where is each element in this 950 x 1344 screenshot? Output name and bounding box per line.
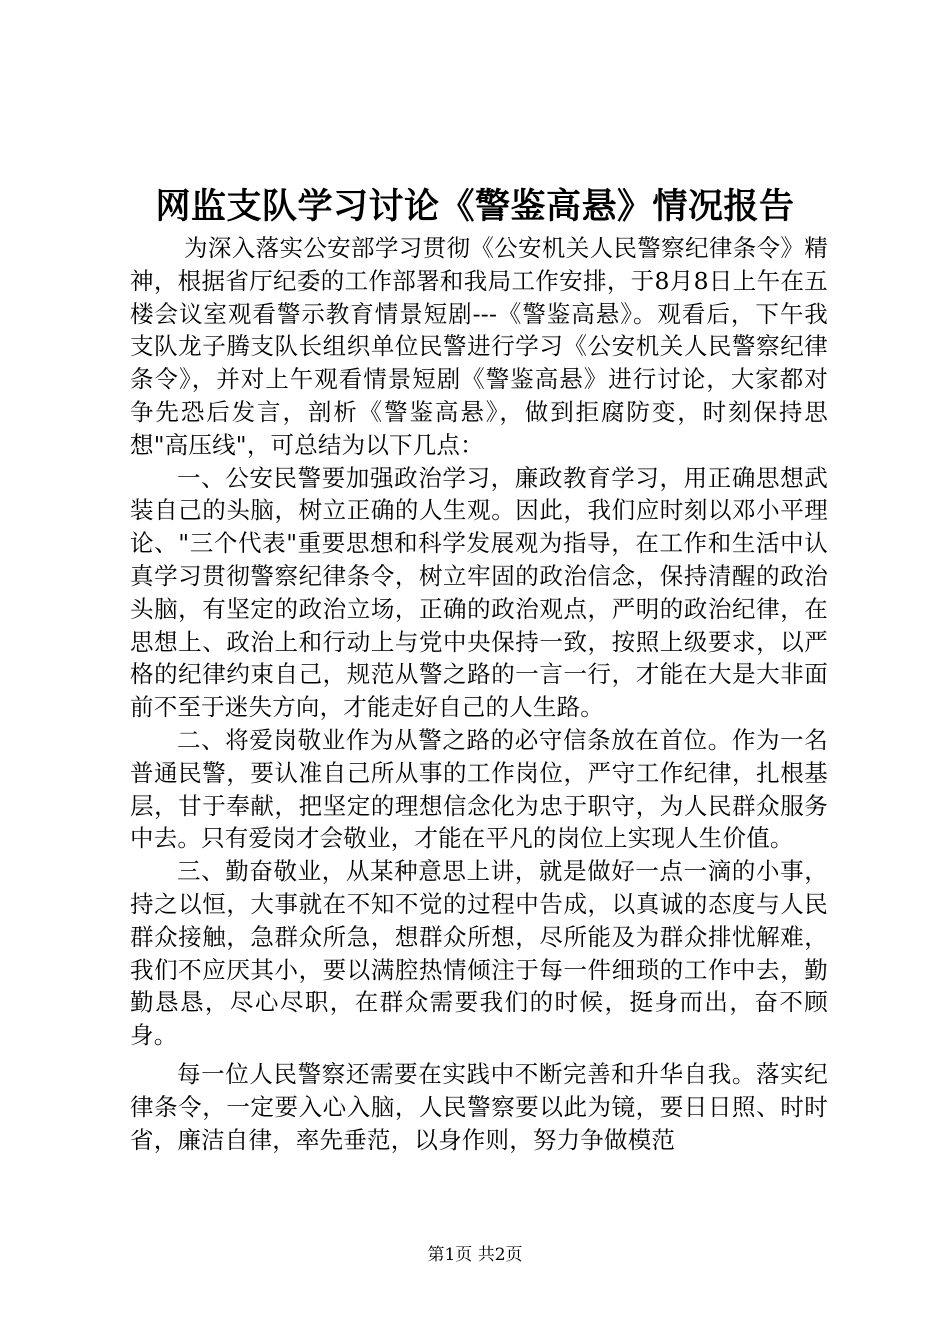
paragraph-point-1: 一、公安民警要加强政治学习，廉政教育学习，用正确思想武装自己的头脑，树立正确的人生观。因此，我们应时刻以邓小平理论、"三个代表"重要思想和科学发展观为指导，在工作和生活中认真学习贯彻警察纪律条令，树立牢固的政治信念，保持清醒的政治头脑，有坚定的政治立场，正确的政治观点，严明的政治纪律，在思想上、政治上和行动上与党中央保持一致，按照上级要求，以严格的纪律约束自己，规范从警之路的一言一行，才能在大是大非面前不至于迷失方向，才能走好自己的人生路。 [130, 463, 828, 722]
document-body [130, 232, 828, 1156]
paragraph-intro: 为深入落实公安部学习贯彻《公安机关人民警察纪律条令》精神，根据省厅纪委的工作部署和我局工作安排，于8月8日上午在五楼会议室观看警示教育情景短剧---《警鉴高悬》。观看后，下午我支队龙子腾支队长组织单位民警进行学习《公安机关人民警察纪律条令》，并对上午观看情景短剧《警鉴高悬》进行讨论，大家都对争先恐后发言，剖析《警鉴高悬》，做到拒腐防变，时刻保持思想"高压线"，可总结为以下几点： [130, 234, 828, 459]
paragraph-point-3: 三、勤奋敬业，从某种意思上讲，就是做好一点一滴的小事，持之以恒，大事就在不知不觉的过程中告成，以真诚的态度与人民群众接触，急群众所急，想群众所想，尽所能及为群众排忧解难，我们不应厌其小，要以满腔热情倾注于每一件细琐的工作中去，勤勤恳恳，尽心尽职，在群众需要我们的时候，挺身而出，奋不顾身。 [130, 857, 828, 1050]
document-title: 网监支队学习讨论《警鉴高悬》情况报告 [155, 186, 795, 227]
paragraph-point-2: 二、将爱岗敬业作为从警之路的必守信条放在首位。作为一名普通民警，要认准自己所从事的工作岗位，严守工作纪律，扎根基层，甘于奉献，把坚定的理想信念化为忠于职守，为人民群众服务中去。只有爱岗才会敬业，才能在平凡的岗位上实现人生价值。 [130, 725, 828, 853]
paragraph-closing: 每一位人民警察还需要在实践中不断完善和升华自我。落实纪律条令，一定要入心入脑，人民警察要以此为镜，要日日照、时时省，廉洁自律，率先垂范，以身作则，努力争做模范 [130, 1059, 828, 1154]
page-footer: 第1页 共2页 [427, 1245, 523, 1265]
